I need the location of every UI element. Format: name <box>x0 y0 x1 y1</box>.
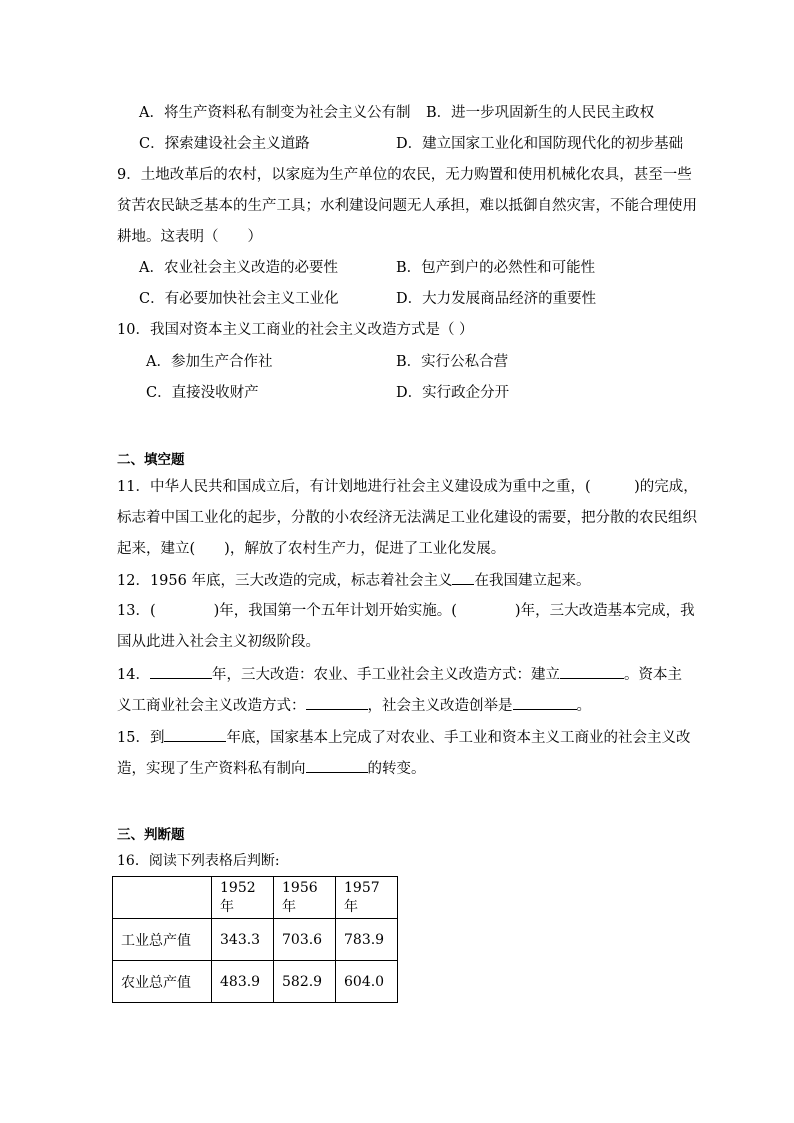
q16-stem: 16．阅读下列表格后判断: <box>117 853 280 869</box>
q11-stem-line2: 标志着中国工业化的起步，分散的小农经济无法满足工业化建设的需要，把分散的农民组织 <box>117 510 697 526</box>
q13-stem-line2: 国从此进入社会主义初级阶段。 <box>117 634 320 650</box>
q15-blank-transition[interactable] <box>306 758 368 773</box>
section-title-judgement: 三、判断题 <box>117 827 185 843</box>
q8-option-b: B．进一步巩固新生的人民民主政权 <box>426 105 655 121</box>
q10-stem: 10．我国对资本主义工商业的社会主义改造方式是（ ） <box>117 322 474 338</box>
q9-stem-line3: 耕地。这表明（ ） <box>117 229 262 245</box>
q15-text-a: 15．到 <box>117 730 165 746</box>
q11-stem-line3: 起来，建立( )，解放了农村生产力，促进了工业化发展。 <box>117 541 506 557</box>
q13-stem-line1: 13．( )年，我国第一个五年计划开始实施。( )年，三大改造基本完成，我 <box>117 603 695 619</box>
table-header-cell: 1956 年 <box>274 877 336 919</box>
q14-stem-line2 <box>117 695 591 716</box>
table-header-cell <box>113 877 212 919</box>
q15-stem-line1 <box>117 727 690 748</box>
q14-text-f: 。 <box>576 698 591 714</box>
q14-blank-innovation[interactable] <box>513 695 577 710</box>
table-cell: 483.9 <box>212 961 274 1003</box>
q15-text-c: 造，实现了生产资料私有制向 <box>117 761 306 777</box>
q12-blank[interactable] <box>452 570 474 585</box>
table-header-cell: 1952 年 <box>212 877 274 919</box>
q15-text-d: 的转变。 <box>367 761 426 777</box>
q14-blank-year[interactable] <box>150 664 212 679</box>
q9-stem-line2: 贫苦农民缺乏基本的生产工具；水利建设问题无人承担，难以抵御自然灾害，不能合理使用 <box>117 198 697 214</box>
q9-option-a: A．农业社会主义改造的必要性 <box>139 260 338 276</box>
q14-stem-line1 <box>117 664 682 685</box>
q14-text-d: 义工商业社会主义改造方式： <box>117 698 306 714</box>
q14-text-a: 14． <box>117 667 150 683</box>
q14-blank-method[interactable] <box>560 664 624 679</box>
table-cell: 703.6 <box>274 919 336 961</box>
table-header-row <box>113 877 398 919</box>
q14-text-c: 。资本主 <box>623 667 682 683</box>
q10-option-c: C．直接没收财产 <box>146 385 259 401</box>
q15-stem-line2 <box>117 758 426 779</box>
table-row <box>113 961 398 1003</box>
q14-text-e: ，社会主义改造创举是 <box>367 698 513 714</box>
q12-text-post: 在我国建立起来。 <box>474 573 591 589</box>
q12-text-pre: 12．1956 年底，三大改造的完成，标志着社会主义 <box>117 573 453 589</box>
table-header-cell: 1957 年 <box>336 877 398 919</box>
table-cell: 604.0 <box>336 961 398 1003</box>
table-row <box>113 919 398 961</box>
section-title-fill-in: 二、填空题 <box>117 452 185 468</box>
table-cell: 582.9 <box>274 961 336 1003</box>
q12-stem <box>117 570 590 591</box>
q10-option-d: D．实行政企分开 <box>396 385 510 401</box>
table-row-label: 工业总产值 <box>113 919 212 961</box>
table-row-label: 农业总产值 <box>113 961 212 1003</box>
q14-blank-capitalist-method[interactable] <box>306 695 368 710</box>
q9-option-b: B．包产到户的必然性和可能性 <box>396 260 596 276</box>
q15-text-b: 年底，国家基本上完成了对农业、手工业和资本主义工商业的社会主义改 <box>226 730 691 746</box>
q8-option-c: C．探索建设社会主义道路 <box>139 136 310 152</box>
q16-data-table <box>112 876 398 1003</box>
q8-option-d: D．建立国家工业化和国防现代化的初步基础 <box>396 136 684 152</box>
q9-option-d: D．大力发展商品经济的重要性 <box>396 291 597 307</box>
q11-stem-line1: 11．中华人民共和国成立后，有计划地进行社会主义建设成为重中之重，( )的完成， <box>117 479 698 495</box>
q10-option-b: B．实行公私合营 <box>396 354 509 370</box>
table-cell: 783.9 <box>336 919 398 961</box>
q15-blank-year[interactable] <box>164 727 226 742</box>
q14-text-b: 年，三大改造：农业、手工业社会主义改造方式：建立 <box>211 667 560 683</box>
q9-stem-line1: 9．土地改革后的农村，以家庭为生产单位的农民，无力购置和使用机械化农具，甚至一些 <box>117 167 692 183</box>
q8-option-a: A．将生产资料私有制变为社会主义公有制 <box>139 105 411 121</box>
q9-option-c: C．有必要加快社会主义工业化 <box>139 291 339 307</box>
q10-option-a: A．参加生产合作社 <box>146 354 273 370</box>
table-cell: 343.3 <box>212 919 274 961</box>
